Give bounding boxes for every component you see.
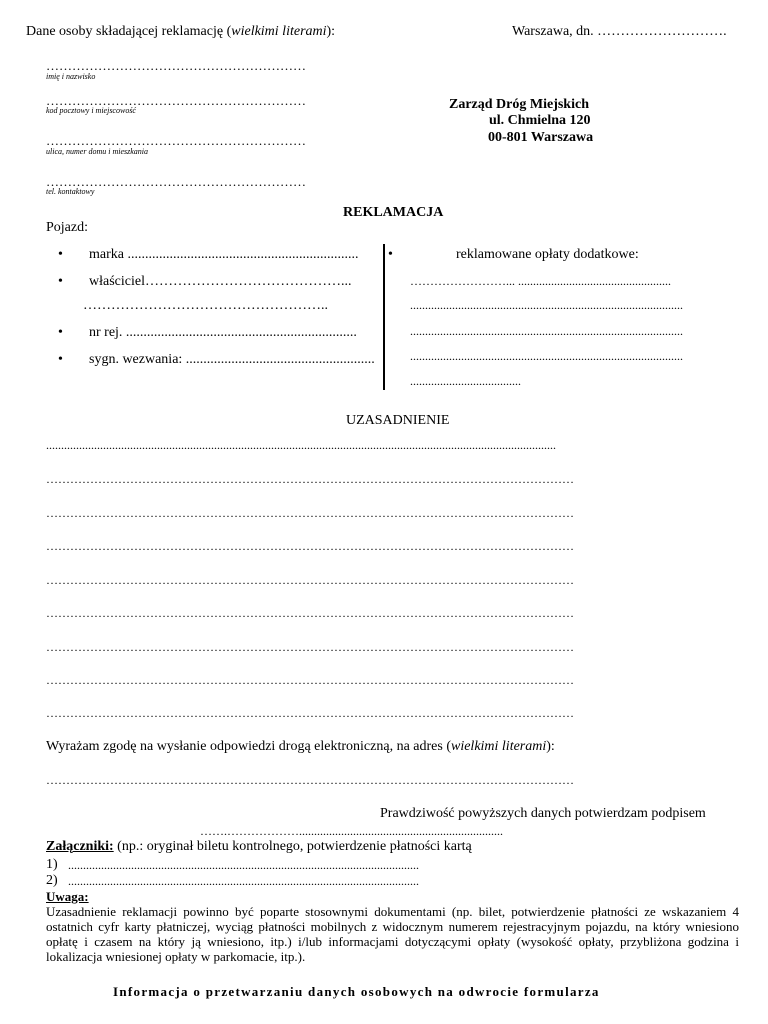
fee-line[interactable]: ........................................................................................... <box>410 324 683 338</box>
recipient-city: 00-801 Warszawa <box>488 130 594 145</box>
justification-line[interactable]: .......................................................................................................................................................................... <box>46 438 556 452</box>
form-title: REKLAMACJA <box>343 205 444 220</box>
justification-title: UZASADNIENIE <box>346 413 450 428</box>
bullet: • <box>58 247 63 262</box>
phone-field[interactable]: …………………………………………………… <box>46 174 306 189</box>
recipient-street: ul. Chmielna 120 <box>489 113 591 128</box>
applicant-data-label: Dane osoby składającej reklamację (wielkimi literami): <box>26 24 336 39</box>
fee-line[interactable]: ........................................................................................... <box>410 298 683 312</box>
postal-code-field[interactable]: …………………………………………………… <box>46 93 306 108</box>
name-field[interactable]: …………………………………………………… <box>46 58 306 73</box>
justification-line[interactable]: …………………………………………………………………………………………………………………… <box>46 606 574 620</box>
recipient-name: Zarząd Dróg Miejskich <box>449 97 589 112</box>
justification-line[interactable]: …………………………………………………………………………………………………………………… <box>46 706 574 720</box>
fees-label: reklamowane opłaty dodatkowe: <box>456 247 639 262</box>
bullet: • <box>58 352 63 367</box>
attachment-field-2[interactable]: ..................................................................................................................... <box>68 874 419 888</box>
data-processing-footer: Informacja o przetwarzaniu danych osobowych na odwrocie formularza <box>113 984 600 999</box>
bullet: • <box>58 274 63 289</box>
street-field-label: ulica, numer domu i mieszkania <box>46 147 148 156</box>
attachments-heading: Załączniki: (np.: oryginał biletu kontrolnego, potwierdzenie płatności kartą <box>46 839 472 854</box>
justification-line[interactable]: …………………………………………………………………………………………………………………… <box>46 640 574 654</box>
owner-field[interactable]: właściciel……………………………………... <box>89 274 352 289</box>
fee-line[interactable]: ..................................... <box>410 374 521 388</box>
attachment-number: 2) <box>46 873 58 888</box>
bullet: • <box>58 325 63 340</box>
vehicle-label: Pojazd: <box>46 220 88 235</box>
city-date-field[interactable]: Warszawa, dn. ………………………. <box>512 24 727 39</box>
street-field[interactable]: …………………………………………………… <box>46 133 306 148</box>
justification-line[interactable]: …………………………………………………………………………………………………………………… <box>46 506 574 520</box>
fee-line[interactable]: ........................................................................................... <box>410 349 683 363</box>
justification-line[interactable]: …………………………………………………………………………………………………………………… <box>46 673 574 687</box>
attachment-number: 1) <box>46 857 58 872</box>
note-label: Uwaga: <box>46 889 89 904</box>
notice-number-field[interactable]: sygn. wezwania: ...................................................... <box>89 352 375 367</box>
owner-field-continued[interactable]: …………………………………………….. <box>83 298 328 313</box>
email-field[interactable]: …………………………………………………………………………………………………………………… <box>46 773 574 787</box>
signature-statement: Prawdziwość powyższych danych potwierdzam podpisem <box>380 806 706 821</box>
email-consent-text: Wyrażam zgodę na wysłanie odpowiedzi drogą elektroniczną, na adres (wielkimi literami): <box>46 739 555 754</box>
justification-line[interactable]: …………………………………………………………………………………………………………………… <box>46 472 574 486</box>
signature-field[interactable]: …….……………….................................................................... <box>200 824 503 838</box>
note-text: Uzasadnienie reklamacji powinno być poparte stosownymi dokumentami (np. bilet, potwierdzenie płatności ze wskazaniem 4 ostatnich cyfr karty płatniczej, wyciąg płatności mobilnych z widocznym numerem rejestracyjnym pojazdu, na który wniesiono opłatę i czasem na który ją wniesiono, itp.) i/lub informacjami dotyczącymi opłaty (wysokość opłaty, przybliżona godzina i lokalizacja wniesionej opłaty w parkomacie, itp.). <box>46 904 739 964</box>
attachment-field-1[interactable]: ..................................................................................................................... <box>68 858 419 872</box>
postal-code-field-label: kod pocztowy i miejscowość <box>46 106 136 115</box>
column-divider <box>383 244 385 390</box>
fee-line[interactable]: ……………………... ................................................... <box>410 274 671 288</box>
phone-field-label: tel. kontaktowy <box>46 187 95 196</box>
registration-number-field[interactable]: nr rej. .................................................................. <box>89 325 357 340</box>
name-field-label: imię i nazwisko <box>46 72 96 81</box>
justification-line[interactable]: …………………………………………………………………………………………………………………… <box>46 539 574 553</box>
bullet: • <box>388 247 393 262</box>
justification-line[interactable]: …………………………………………………………………………………………………………………… <box>46 573 574 587</box>
make-field[interactable]: marka .................................................................. <box>89 247 359 262</box>
